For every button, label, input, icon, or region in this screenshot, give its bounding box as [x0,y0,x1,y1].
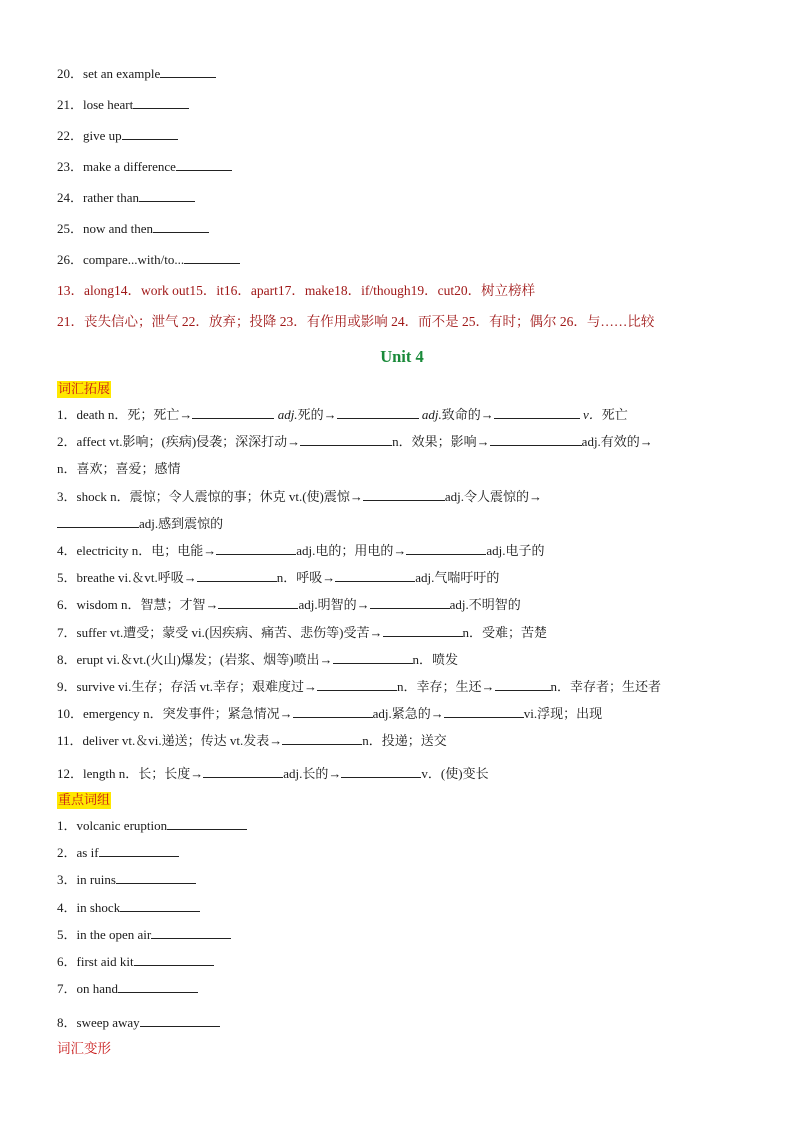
answer-blank[interactable] [160,65,216,78]
phrase-list-top [57,58,747,275]
definition: vi.生存；存活 vt.幸存；艰难度过→ [114,678,318,694]
item-number: 4． [57,542,77,558]
item-number: 7． [57,981,77,997]
list-item [57,839,747,866]
section-heading-vocab [57,377,747,401]
definition: adj.气喘吁吁的 [415,570,500,586]
item-text: on hand [76,981,119,997]
item-number: 23． [57,159,84,174]
item-number: 12． [57,766,84,782]
answer-blank[interactable] [282,732,362,745]
definition: vi.＆vt.呼吸→ [114,570,197,586]
list-item [57,760,747,787]
answer-blank[interactable] [99,844,179,857]
definition: vt.＆vi.递送；传达 vt.发表→ [118,733,283,749]
item-text: as if [76,844,99,860]
list-item [57,244,747,275]
headword: deliver [82,733,119,749]
list-item [57,89,747,120]
list-item [57,700,747,727]
item-number: 6． [57,954,77,970]
item-text: volcanic eruption [76,817,168,833]
definition: adj.令人震惊的→ [444,488,543,504]
answer-blank[interactable] [134,953,214,966]
answer-blank[interactable] [197,569,277,582]
section-label: 重点词组 [58,792,111,808]
headword: wisdom [76,597,118,613]
list-item [57,591,747,618]
item-number: 6． [57,597,77,613]
item-text: set an example [83,66,161,81]
headword: erupt [76,651,104,667]
answer-blank[interactable] [293,705,373,718]
list-item [57,564,747,591]
item-text: make a difference [83,159,176,174]
list-item [57,646,747,673]
answer-key [57,275,747,337]
answer-blank[interactable] [341,765,421,778]
item-number: 8． [57,1014,77,1030]
answer-blank[interactable] [333,651,413,664]
list-item [57,401,747,428]
item-number: 11． [57,733,83,749]
answer-blank[interactable] [216,542,296,555]
list-item [57,619,747,646]
list-item [57,1009,747,1036]
answer-blank[interactable] [363,488,445,501]
definition: n．喷发 [412,651,459,667]
answer-line-1: 13．along14．work out15．it16．apart17．make18．if/though19．cut20．树立榜样 [57,283,536,298]
list-item [57,812,747,839]
item-number: 5． [57,570,77,586]
worksheet-page [57,58,747,1062]
list-item [57,727,747,754]
list-item [57,948,747,975]
answer-blank[interactable] [184,251,240,264]
answer-blank[interactable] [133,96,189,109]
answer-line-2: 21．丧失信心；泄气 22．放弃；投降 23．有作用或影响 24．而不是 25．有时；偶尔 26．与……比较 [57,314,655,329]
answer-blank[interactable] [444,705,524,718]
definition: adj.不明智的 [449,597,521,613]
definition: n．突发事件；紧急情况→ [139,706,293,722]
item-number: 22． [57,128,84,143]
item-number: 8． [57,651,77,667]
answer-blank[interactable] [140,1014,220,1027]
definition: 死的→ [297,407,337,422]
item-text: rather than [83,190,139,205]
definition: adj.电的；用电的→ [296,542,407,558]
item-number: 3． [57,488,77,504]
list-item [57,213,747,244]
item-number: 24． [57,190,84,205]
answer-blank[interactable] [57,515,139,528]
headword: breathe [76,570,115,586]
item-number: 5． [57,926,77,942]
unit-title: Unit 4 [380,347,424,366]
item-text: sweep away [76,1014,140,1030]
definition: n．幸存者；生还者 [550,678,662,694]
list-item [57,483,747,510]
item-text: in the open air [76,926,152,942]
definition: n．幸存；生还→ [397,678,495,694]
list-item [57,894,747,921]
headword: suffer [76,624,107,640]
definition: vt.影响；(疾病)侵袭；深深打动→ [105,434,301,450]
answer-blank[interactable] [120,899,200,912]
item-number: 3． [57,872,77,888]
headword: affect [76,434,106,450]
item-number: 1． [57,817,77,833]
answer-blank[interactable] [300,433,392,446]
answer-blank[interactable] [176,158,232,171]
section-label: 词汇拓展 [58,382,111,397]
item-number: 2． [57,844,77,860]
headword: death [76,407,105,422]
item-number: 10． [57,706,84,722]
definition: n．死；死亡→ [104,407,193,422]
item-text: first aid kit [76,954,134,970]
list-item [57,58,747,89]
answer-blank[interactable] [317,678,397,691]
list-item [57,673,747,700]
definition: n．长；长度→ [115,766,204,782]
definition: n．电；电能→ [128,542,217,558]
list-item [57,151,747,182]
answer-blank[interactable] [490,433,582,446]
answer-blank[interactable] [116,871,196,884]
answer-blank[interactable] [203,765,283,778]
item-text: lose heart [83,97,134,112]
answer-blank[interactable] [383,624,463,637]
definition: n．震惊；令人震惊的事；休克 vt.(使)震惊→ [106,488,363,504]
list-item-continuation [57,455,747,482]
definition: adj.有效的→ [581,434,653,450]
list-item [57,428,747,455]
answer-blank[interactable] [370,596,450,609]
headword: length [83,766,116,782]
item-number: 2． [57,434,77,450]
headword: shock [76,488,107,504]
definition: n．受难；苦楚 [462,624,548,640]
definition: n．投递；送交 [362,733,447,749]
answer-blank[interactable] [118,980,198,993]
definition: adj.明智的→ [298,597,370,613]
headword: electricity [76,542,129,558]
item-number: 21． [57,97,84,112]
definition: adj.感到震惊的 [139,515,224,531]
pos-label: adj. [274,407,298,422]
definition: n．呼吸→ [276,570,336,586]
answer-blank[interactable] [139,189,195,202]
definition: n．效果；影响→ [392,434,490,450]
list-item [57,182,747,213]
definition: n．喜欢；喜爱；感情 [57,461,181,477]
item-number: 1． [57,407,77,422]
definition: 死亡 [601,407,628,422]
item-number: 26． [57,252,84,267]
definition: v．(使)变长 [421,766,489,782]
answer-blank[interactable] [406,542,486,555]
answer-blank[interactable] [192,406,274,419]
section-heading-phrases [57,788,747,812]
definition: adj.长的→ [283,766,342,782]
item-text: give up [83,128,122,143]
definition: vi.＆vt.(火山)爆发；(岩浆、烟等)喷出→ [103,651,333,667]
item-number: 4． [57,899,77,915]
definition: n．智慧；才智→ [117,597,219,613]
list-item-continuation [57,510,747,537]
pos-label: v． [579,407,602,422]
answer-blank[interactable] [495,678,551,691]
item-number: 7． [57,624,77,640]
list-item [57,537,747,564]
answer-blank[interactable] [122,127,178,140]
definition: 致命的→ [441,407,494,422]
pos-label: adj. [418,407,442,422]
answer-blank[interactable] [151,926,231,939]
section-heading-forms: 词汇变形 [57,1041,111,1057]
definition: vt.遭受；蒙受 vi.(因疾病、痛苦、悲伤等)受苦→ [106,624,383,640]
list-item [57,866,747,893]
list-item [57,120,747,151]
headword: survive [76,678,115,694]
item-number: 25． [57,221,84,236]
item-text: now and then [83,221,154,236]
answer-blank[interactable] [167,817,247,830]
item-text: in shock [76,899,121,915]
definition: vi.浮现；出现 [523,706,603,722]
definition: adj.紧急的→ [372,706,444,722]
item-number: 20． [57,66,84,81]
phrase-list-unit4 [57,812,747,1036]
answer-blank[interactable] [218,596,298,609]
headword: emergency [83,706,140,722]
item-number: 9． [57,678,77,694]
answer-blank[interactable] [494,406,580,419]
item-text: compare...with/to... [83,252,185,267]
answer-blank[interactable] [153,220,209,233]
answer-blank[interactable] [337,406,419,419]
definition: adj.电子的 [486,542,545,558]
list-item [57,975,747,1002]
answer-blank[interactable] [335,569,415,582]
item-text: in ruins [76,872,116,888]
vocab-list [57,401,747,788]
list-item [57,921,747,948]
